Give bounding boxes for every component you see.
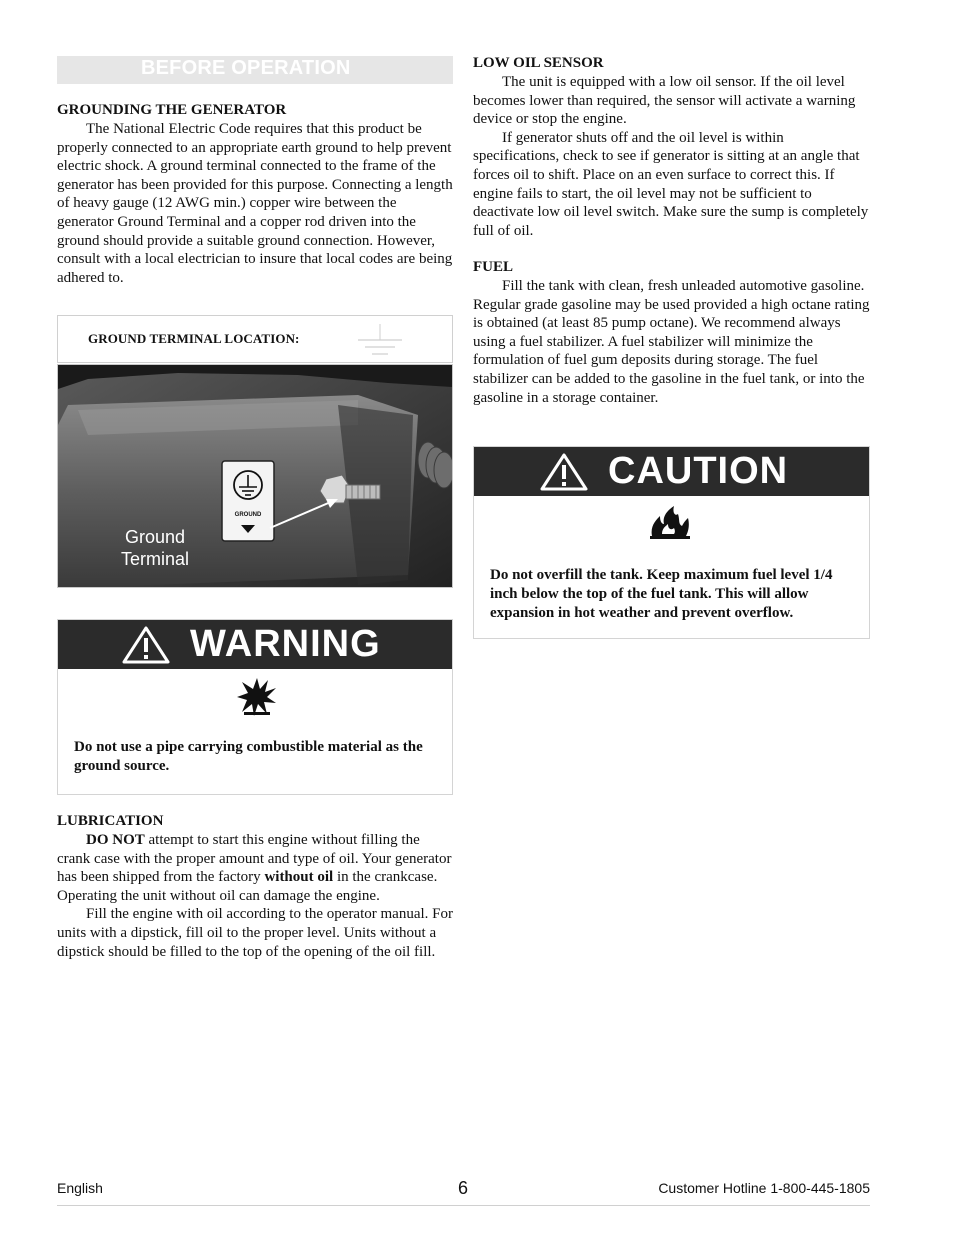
- warning-word: WARNING: [190, 623, 381, 665]
- section-title: BEFORE OPERATION: [141, 57, 351, 79]
- fuel-heading: FUEL: [473, 259, 514, 275]
- ground-symbol-icon: [356, 322, 404, 358]
- fuel-paragraph: Fill the tank with clean, fresh unleaded automotive gasoline. Regular grade gasoline may be used provided a high octane rating is obtained (at least 85 pump octane). We recommend always using a fuel stabilizer. A fuel stabilizer will minimize the formulation of fuel gum deposits during storage. The fuel stabilizer can be added to the gasoline in the fuel tank, or into the gasoline in a storage container.: [473, 278, 870, 406]
- warning-box: [57, 619, 453, 795]
- lubrication-paragraph-1: [57, 831, 453, 905]
- low-oil-heading: LOW OIL SENSOR: [473, 55, 604, 71]
- footer-language: English: [57, 1180, 103, 1196]
- low-oil-section: [473, 54, 870, 240]
- lubrication-without-oil: without oil: [264, 869, 334, 886]
- caution-word: CAUTION: [608, 450, 789, 492]
- warning-text: Do not use a pipe carrying combustible material as the ground source.: [74, 739, 423, 774]
- low-oil-paragraph-2: If generator shuts off and the oil level is within specifications, check to see if generator is sitting at an angle that forces oil to shift. Place on an even surface to correct this. If engine fails to start, the oil level may not be sufficient to deactivate low oil level switch. Make sure the sump is completely full of oil.: [473, 129, 869, 239]
- caution-box: [473, 446, 870, 639]
- low-oil-paragraph-1: The unit is equipped with a low oil sensor. If the oil level becomes lower than required, the sensor will activate a warning device or stop the engine.: [473, 74, 856, 128]
- lubrication-do-not: DO NOT: [86, 832, 145, 848]
- caution-header: [474, 447, 869, 496]
- ground-terminal-photo-label: [110, 526, 200, 570]
- lubrication-p1-mid: attempt to start this engine without filling the crank case with the proper amount and type of oil. Your generator has been shipped from the factory: [57, 832, 452, 886]
- lubrication-section: [57, 812, 453, 961]
- ground-terminal-box: [57, 315, 453, 363]
- grounding-body: The National Electric Code requires that this product be properly connected to an appropriate earth ground to help prevent electric shock. A ground terminal connected to the frame of the generator has been provided for this purpose. Connecting a length of heavy gauge (12 AWG min.) copper wire between the generator Ground Terminal and a copper rod driven into the ground should provide a suitable ground connection. However, consult with a local electrician to insure that local codes are being adhered to.: [57, 121, 453, 286]
- lubrication-p1-tail: in the crankcase. Operating the unit without oil can damage the engine.: [57, 869, 438, 904]
- page-number: 6: [458, 1178, 469, 1198]
- caution-triangle-icon: [540, 453, 588, 491]
- photo-label-line2: Terminal: [120, 549, 190, 569]
- grounding-section: [57, 101, 453, 287]
- ground-decal-text: GROUND: [234, 512, 262, 518]
- fuel-section: [473, 258, 870, 407]
- caution-text: Do not overfill the tank. Keep maximum fuel level 1/4 inch below the top of the fuel tank. This will allow expansion in hot weather and prevent overflow.: [490, 567, 833, 621]
- ground-terminal-label: GROUND TERMINAL LOCATION:: [88, 331, 300, 346]
- explosion-icon: [236, 676, 278, 718]
- grounding-heading: GROUNDING THE GENERATOR: [57, 102, 287, 118]
- warning-header: [58, 620, 452, 669]
- footer-divider: [57, 1205, 870, 1206]
- section-title-bar: [57, 56, 453, 84]
- fire-icon: [648, 504, 692, 540]
- ground-terminal-photo: [57, 364, 453, 588]
- lubrication-paragraph-2: Fill the engine with oil according to the operator manual. For units with a dipstick, fill oil to the proper level. Units without a dipstick should be filled to the top of the opening of the oil fill.: [57, 906, 453, 960]
- customer-hotline: Customer Hotline 1-800-445-1805: [658, 1180, 870, 1196]
- warning-triangle-icon: [122, 626, 170, 664]
- photo-label-line1: Ground: [124, 527, 186, 547]
- lubrication-heading: LUBRICATION: [57, 813, 164, 829]
